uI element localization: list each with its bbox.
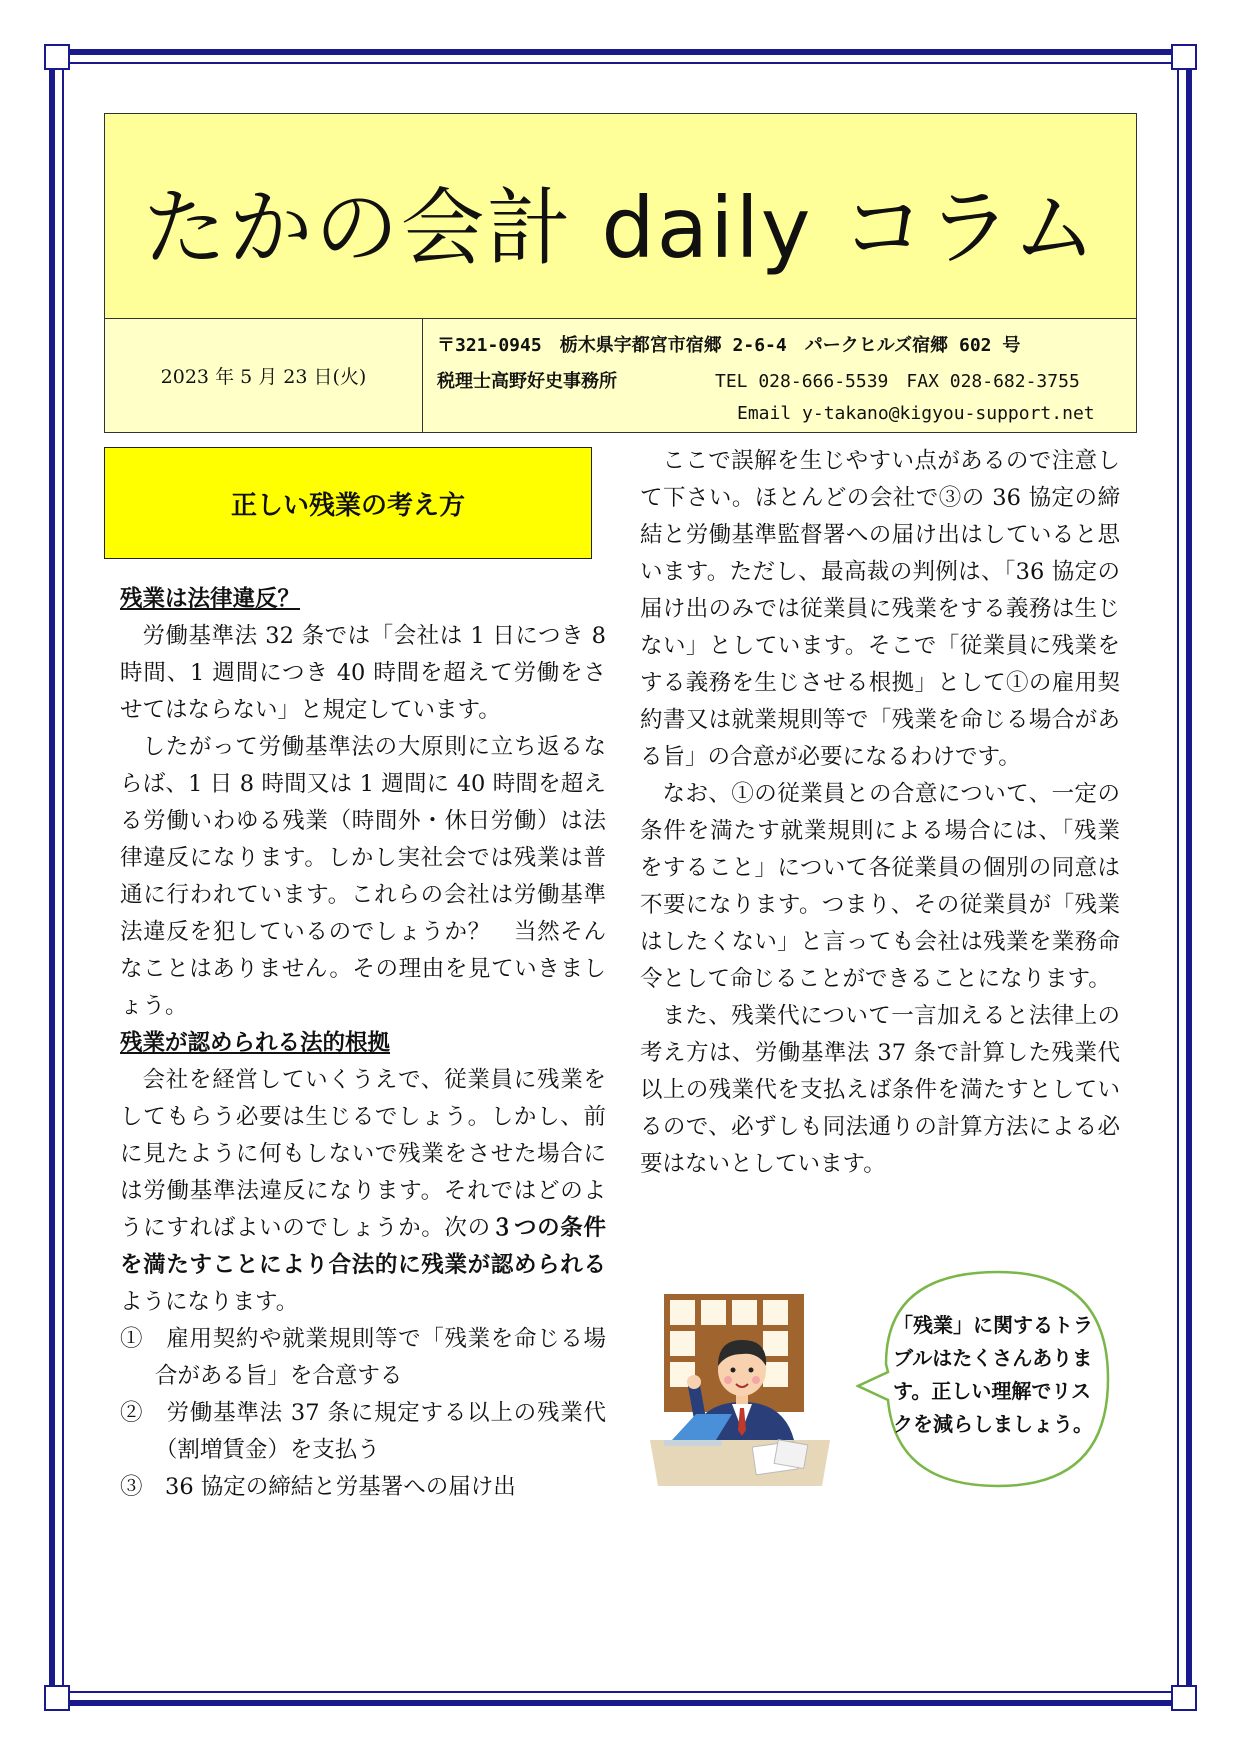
- article-heading-box: [104, 447, 592, 559]
- corner-ornament: [1171, 44, 1197, 70]
- speech-bubble-text: 「残業」に関するトラブルはたくさんあります。正しい理解でリスクを減らしましょう。: [893, 1313, 1093, 1436]
- subheading-illegal: 残業は法律違反？: [120, 586, 301, 612]
- right-column: [640, 443, 1120, 1183]
- newsletter-title: たかの会計 daily コラム: [142, 178, 1099, 277]
- tel-fax: TEL 028-666-5539 FAX 028-682-3755: [715, 371, 1080, 392]
- paragraph: なお、①の従業員との合意について、一定の条件を満たす就業規則による場合には、「残業をすること」について各従業員の個別の同意は不要になります。つまり、その従業員が「残業はしたくない」と言っても会社は残業を業務命令として命じることができることになります。: [640, 781, 1120, 992]
- title-banner: [105, 114, 1136, 319]
- issue-date-text: 2023 年 5 月 23 日(火): [160, 366, 367, 388]
- paragraph: したがって労働基準法の大原則に立ち返るならば、1 日 8 時間又は 1 週間に 40 時間を超える労働いわゆる残業（時間外・休日労働）は法律違反になります。しかし実社会では残業は普通に行われています。これらの会社は労働基準法違反を犯しているのでしょうか？ 当然そんなことはありません。その理由を見ていきましょう。: [120, 734, 606, 1019]
- postal-address: 〒321-0945 栃木県宇都宮市宿郷 2-6-4 パークヒルズ宿郷 602 号: [437, 335, 1021, 356]
- paragraph-text: ようになります。: [120, 1289, 299, 1315]
- list-item: ③ 36 協定の締結と労基署への届け出: [120, 1474, 516, 1500]
- emphasis-text: ３つの条件を満たすことにより合法的に残業が認められる: [120, 1215, 606, 1278]
- office-contact: [423, 319, 1136, 432]
- corner-ornament: [44, 44, 70, 70]
- paragraph: [120, 1062, 606, 1321]
- article-heading: 正しい残業の考え方: [230, 490, 465, 521]
- paragraph: ここで誤解を生じやすい点があるので注意して下さい。ほとんどの会社で③の 36 協定の締結と労働基準監督署への届け出はしていると思います。ただし、最高裁の判例は、「36 協定の届け出のみでは従業員に残業をする義務は生じない」としています。そこで「従業員に残業をする義務を生じさせる根拠」として①の雇用契約書又は就業規則等で「残業を命じる場合がある旨」の合意が必要になるわけです。: [640, 448, 1120, 770]
- paragraph: また、残業代について一言加えると法律上の考え方は、労働基準法 37 条で計算した残業代以上の残業代を支払えば条件を満たすとしているので、必ずしも同法通りの計算方法による必要はないとしています。: [640, 1003, 1120, 1177]
- list-item: ① 雇用契約や就業規則等で「残業を命じる場合がある旨」を合意する: [120, 1326, 606, 1389]
- email: Email y-takano@kigyou-support.net: [737, 403, 1095, 424]
- left-column: [120, 581, 606, 1506]
- businessman-illustration: [650, 1290, 830, 1486]
- paper: [774, 1440, 808, 1469]
- issue-date: [105, 319, 423, 432]
- newsletter-header: [104, 113, 1137, 433]
- list-item: ② 労働基準法 37 条に規定する以上の残業代（割増賃金）を支払う: [120, 1400, 606, 1463]
- hand: [687, 1375, 701, 1389]
- paragraph-text: 会社を経営していくうえで、従業員に残業をしてもらう必要は生じるでしょう。しかし、前に見たように何もしないで残業をさせた場合には労働基準法違反になります。それではどのようにすればよいのでしょうか。次の: [120, 1067, 606, 1241]
- corner-ornament: [44, 1685, 70, 1711]
- office-name: 税理士高野好史事務所: [437, 371, 617, 392]
- paragraph: 労働基準法 32 条では「会社は 1 日につき 8 時間、1 週間につき 40 時間を超えて労働をさせてはならない」と規定しています。: [120, 623, 606, 723]
- laptop-base: [664, 1440, 722, 1446]
- corner-ornament: [1171, 1685, 1197, 1711]
- subheading-legal-basis: 残業が認められる法的根拠: [120, 1030, 391, 1056]
